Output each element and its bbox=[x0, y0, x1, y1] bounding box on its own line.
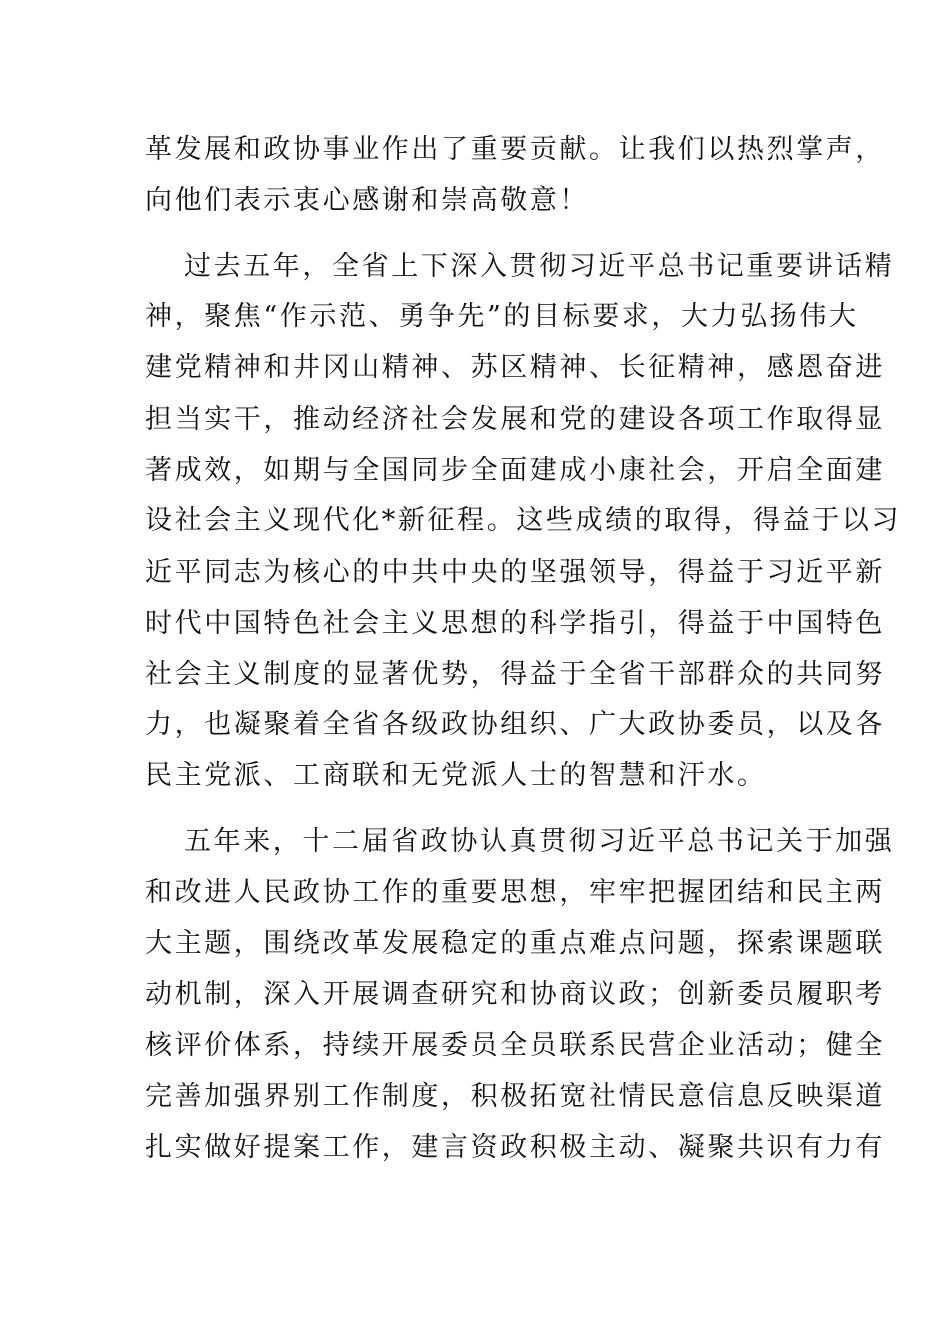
text-line: 著成效，如期与全国同步全面建成小康社会，开启全面建 bbox=[145, 455, 885, 486]
text-line: 扎实做好提案工作，建言资政积极主动、凝聚共识有力有 bbox=[145, 1132, 885, 1163]
text-line: 建党精神和井冈山精神、苏区精神、长征精神，感恩奋进 bbox=[145, 352, 885, 383]
text-line: 革发展和政协事业作出了重要贡献。让我们以热烈掌声， bbox=[145, 134, 885, 165]
text-line: 核评价体系，持续开展委员全员联系民营企业活动；健全 bbox=[145, 1030, 885, 1061]
text-line: 担当实干，推动经济社会发展和党的建设各项工作取得显 bbox=[145, 404, 885, 435]
text-line: 社会主义制度的显著优势，得益于全省干部群众的共同努 bbox=[145, 659, 885, 690]
text-line: 近平同志为核心的中共中央的坚强领导，得益于习近平新 bbox=[145, 557, 885, 588]
text-line: 神，聚焦“作示范、勇争先”的目标要求，大力弘扬伟大 bbox=[145, 301, 859, 332]
text-line: 设社会主义现代化*新征程。这些成绩的取得，得益于以习 bbox=[145, 505, 902, 536]
text-line: 民主党派、工商联和无党派人士的智慧和汗水。 bbox=[145, 760, 767, 791]
paragraph-first-line: 五年来，十二届省政协认真贯彻习近平总书记关于加强 bbox=[184, 826, 895, 857]
text-line: 完善加强界别工作制度，积极拓宽社情民意信息反映渠道 bbox=[145, 1081, 885, 1112]
text-line: 力，也凝聚着全省各级政协组织、广大政协委员，以及各 bbox=[145, 709, 885, 740]
text-line: 动机制，深入开展调查研究和协商议政；创新委员履职考 bbox=[145, 979, 885, 1010]
text-line: 和改进人民政协工作的重要思想，牢牢把握团结和民主两 bbox=[145, 877, 885, 908]
paragraph-first-line: 过去五年，全省上下深入贯彻习近平总书记重要讲话精 bbox=[184, 251, 895, 282]
text-line: 大主题，围绕改革发展稳定的重点难点问题，探索课题联 bbox=[145, 928, 885, 959]
text-line: 时代中国特色社会主义思想的科学指引，得益于中国特色 bbox=[145, 608, 885, 639]
text-line: 向他们表示衷心感谢和崇高敬意！ bbox=[145, 185, 589, 216]
